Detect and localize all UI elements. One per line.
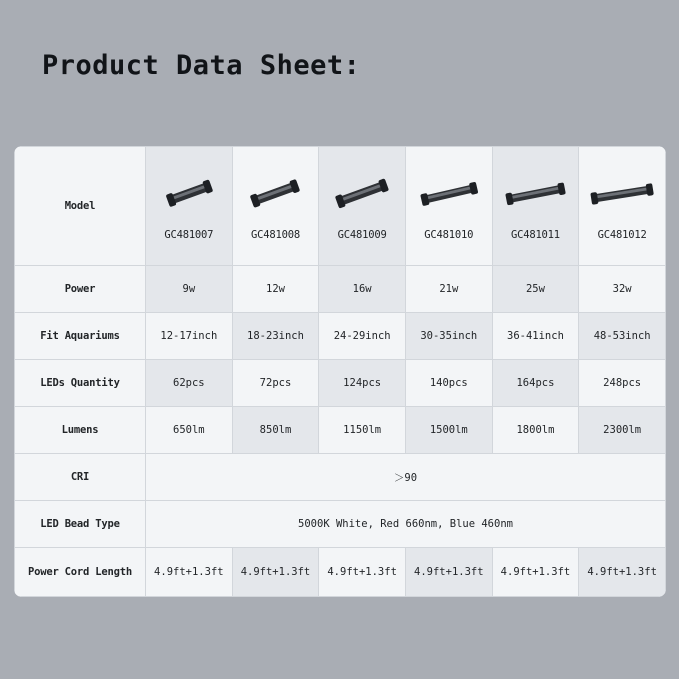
model-cell-3: [319, 147, 406, 266]
table-row-power-cord-length: [15, 548, 666, 597]
lumens-value-6: 2300lm: [579, 407, 666, 454]
row-label-led-bead-type: LED Bead Type: [15, 501, 146, 548]
lumens-value-4: 1500lm: [405, 407, 492, 454]
fit-value-5: 36-41inch: [492, 313, 579, 360]
leds-value-6: 248pcs: [579, 360, 666, 407]
power-value-3: 16w: [319, 266, 406, 313]
table-row-power: [15, 266, 666, 313]
model-name: GC481012: [597, 229, 647, 241]
table-row-lumens: [15, 407, 666, 454]
cord-value-3: 4.9ft+1.3ft: [319, 548, 406, 597]
leds-value-5: 164pcs: [492, 360, 579, 407]
aquarium-light-bar-icon: [330, 171, 394, 219]
table-row-leds-quantity: [15, 360, 666, 407]
cord-value-1: 4.9ft+1.3ft: [146, 548, 233, 597]
page-title: Product Data Sheet:: [42, 50, 361, 81]
row-label-model: Model: [15, 147, 146, 266]
leds-value-1: 62pcs: [146, 360, 233, 407]
table-row-cri: [15, 454, 666, 501]
table-row-led-bead-type: [15, 501, 666, 548]
model-cell-4: [405, 147, 492, 266]
power-value-2: 12w: [232, 266, 319, 313]
model-cell-6: [579, 147, 666, 266]
cord-value-2: 4.9ft+1.3ft: [232, 548, 319, 597]
led-bead-type-value: 5000K White, Red 660nm, Blue 460nm: [146, 501, 666, 548]
aquarium-light-bar-icon: [243, 171, 307, 219]
row-label-leds-quantity: LEDs Quantity: [15, 360, 146, 407]
power-value-4: 21w: [405, 266, 492, 313]
lumens-value-2: 850lm: [232, 407, 319, 454]
aquarium-light-bar-icon: [590, 171, 654, 219]
row-label-power-cord-length: Power Cord Length: [15, 548, 146, 597]
spec-table-container: [14, 146, 666, 597]
fit-value-2: 18-23inch: [232, 313, 319, 360]
aquarium-light-bar-icon: [417, 171, 481, 219]
leds-value-2: 72pcs: [232, 360, 319, 407]
leds-value-4: 140pcs: [405, 360, 492, 407]
row-label-power: Power: [15, 266, 146, 313]
fit-value-3: 24-29inch: [319, 313, 406, 360]
row-label-fit-aquariums: Fit Aquariums: [15, 313, 146, 360]
model-name: GC481008: [250, 229, 300, 241]
lumens-value-5: 1800lm: [492, 407, 579, 454]
leds-value-3: 124pcs: [319, 360, 406, 407]
cord-value-5: 4.9ft+1.3ft: [492, 548, 579, 597]
table-row-fit-aquariums: [15, 313, 666, 360]
power-value-1: 9w: [146, 266, 233, 313]
model-name: GC481011: [510, 229, 560, 241]
model-cell-2: [232, 147, 319, 266]
table-row-model: [15, 147, 666, 266]
cord-value-6: 4.9ft+1.3ft: [579, 548, 666, 597]
fit-value-1: 12-17inch: [146, 313, 233, 360]
aquarium-light-bar-icon: [503, 171, 567, 219]
model-name: GC481010: [424, 229, 474, 241]
power-value-6: 32w: [579, 266, 666, 313]
model-name: GC481009: [337, 229, 387, 241]
cri-value: ＞90: [146, 454, 666, 501]
model-cell-5: [492, 147, 579, 266]
row-label-cri: CRI: [15, 454, 146, 501]
model-cell-1: [146, 147, 233, 266]
lumens-value-1: 650lm: [146, 407, 233, 454]
row-label-lumens: Lumens: [15, 407, 146, 454]
lumens-value-3: 1150lm: [319, 407, 406, 454]
aquarium-light-bar-icon: [157, 171, 221, 219]
fit-value-6: 48-53inch: [579, 313, 666, 360]
fit-value-4: 30-35inch: [405, 313, 492, 360]
model-name: GC481007: [164, 229, 214, 241]
power-value-5: 25w: [492, 266, 579, 313]
cord-value-4: 4.9ft+1.3ft: [405, 548, 492, 597]
spec-table: [14, 146, 666, 597]
